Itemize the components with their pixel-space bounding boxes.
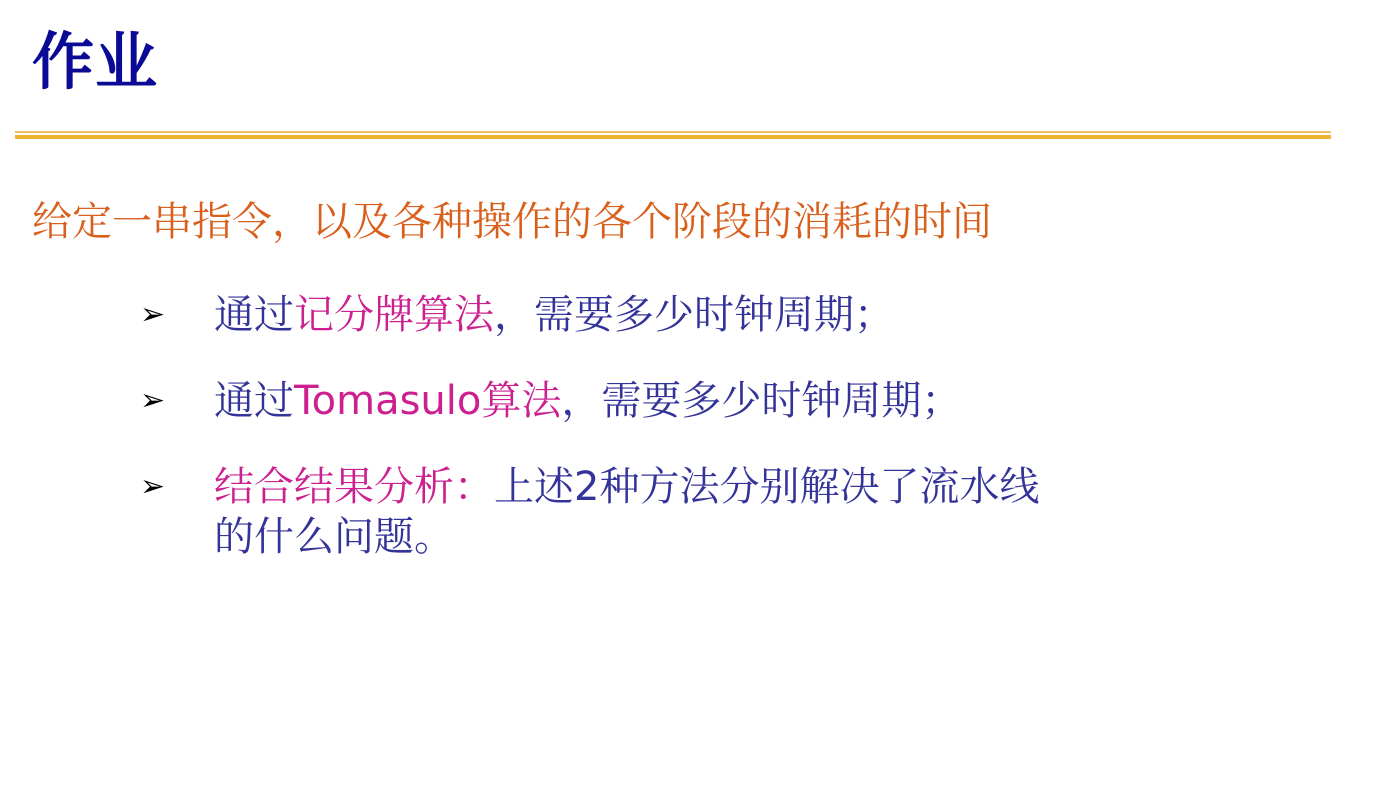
- bullet-prefix: 通过: [214, 378, 294, 424]
- arrow-bullet-icon: ➢: [140, 383, 166, 418]
- bullet-list: [140, 290, 1300, 598]
- title-divider-thin: [15, 131, 1331, 133]
- bullet-line: [214, 462, 1300, 512]
- bullet-item-tomasulo: [140, 376, 1300, 426]
- bullet-suffix: ，需要多少时钟周期；: [494, 292, 894, 338]
- title-divider-thick: [15, 135, 1331, 139]
- bullet-suffix: 上述2种方法分别解决了流水线: [494, 464, 1040, 510]
- bullet-line: [214, 290, 1300, 340]
- bullet-continuation: 的什么问题。: [214, 514, 454, 560]
- bullet-item-analysis: [140, 462, 1300, 562]
- bullet-highlight: 记分牌算法: [294, 292, 494, 338]
- bullet-prefix: 通过: [214, 292, 294, 338]
- bullet-line: [214, 376, 1300, 426]
- slide-title: 作业: [32, 25, 159, 98]
- bullet-item-scoreboard: [140, 290, 1300, 340]
- intro-text: 给定一串指令，以及各种操作的各个阶段的消耗的时间: [32, 199, 992, 245]
- bullet-suffix: ，需要多少时钟周期；: [561, 378, 962, 424]
- arrow-bullet-icon: ➢: [140, 297, 166, 332]
- bullet-highlight: Tomasulo算法: [294, 378, 562, 424]
- bullet-highlight: 结合结果分析：: [214, 464, 494, 510]
- arrow-bullet-icon: ➢: [140, 469, 166, 504]
